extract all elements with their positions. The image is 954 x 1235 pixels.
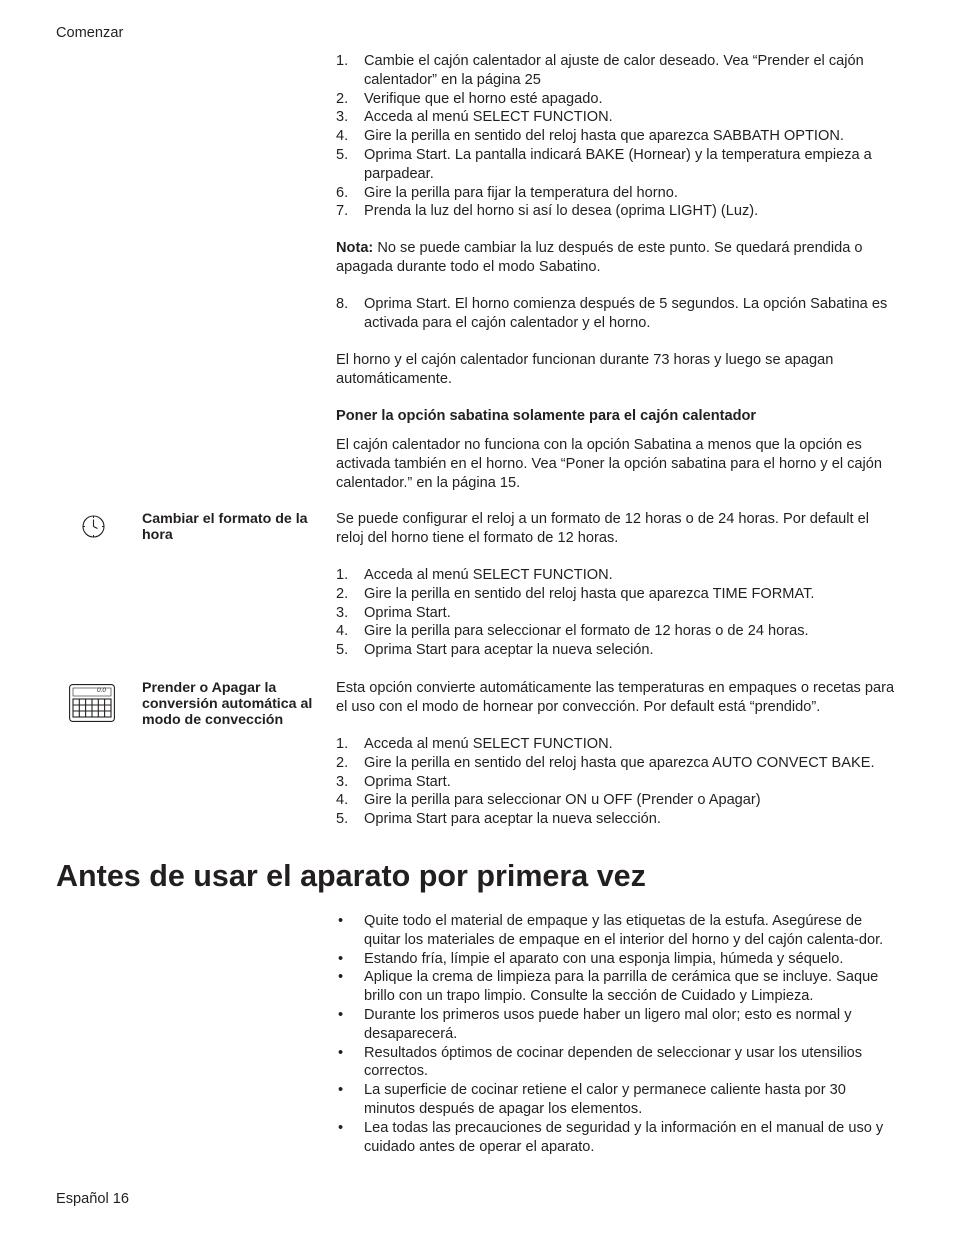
step-number: 4.: [336, 128, 349, 145]
bullet: •: [338, 913, 344, 929]
list-item: [336, 1081, 896, 1119]
list-item: [336, 604, 896, 623]
step-number: 2.: [336, 90, 349, 107]
step-text: Acceda al menú SELECT FUNCTION.: [364, 109, 613, 126]
sabbath-step-8: [336, 295, 896, 333]
time-format-steps-list: [336, 566, 896, 660]
bullet-text: Resultados óptimos de cocinar dependen de seleccionar y usar los utensilios correctos.: [364, 1044, 863, 1080]
list-item: [336, 735, 896, 754]
list-item: [336, 791, 896, 810]
warming-only-heading: Poner la opción sabatina solamente para el cajón calentador: [336, 408, 757, 424]
step-text: Oprima Start.: [364, 773, 451, 790]
step-text: Gire la perilla para fijar la temperatura del horno.: [364, 184, 678, 201]
sabbath-steps-list: [336, 52, 896, 221]
list-item: [336, 622, 896, 641]
auto-convect-intro: Esta opción convierte automáticamente las temperaturas en empaques o recetas para el uso con el modo de hornear por convección. Por default está “prendido”.: [336, 680, 895, 715]
step-number: 7.: [336, 203, 349, 220]
list-item: [336, 202, 896, 221]
bullet-text: La superficie de cocinar retiene el calor y permanece caliente hasta por 30 minutos después de apagar los elementos.: [364, 1082, 846, 1117]
list-item: [336, 585, 896, 604]
list-item: [336, 1044, 896, 1082]
list-item: [336, 127, 896, 146]
step-number: 1.: [336, 736, 349, 752]
bullet-text: Aplique la crema de limpieza para la parrilla de cerámica que se incluye. Saque brillo con un trapo limpio. Consulte la sección de Cuidado y Limpieza.: [364, 969, 879, 1005]
time-format-intro: Se puede configurar el reloj a un formato de 12 horas o de 24 horas. Por default el reloj del horno tiene el formato de 12 horas.: [336, 511, 870, 546]
list-item: [336, 950, 896, 969]
step-text: Acceda al menú SELECT FUNCTION.: [364, 736, 613, 752]
clock-icon: [81, 514, 106, 545]
bullet-text: Lea todas las precauciones de seguridad y la información en el manual de uso y cuidado antes de operar el aparato.: [364, 1119, 884, 1155]
page-footer: Español 16: [56, 1191, 130, 1207]
list-item: [336, 968, 896, 1006]
section-heading: Antes de usar el aparato por primera vez: [56, 859, 646, 893]
step-text: Verifique que el horno esté apagado.: [364, 90, 603, 107]
list-item: [336, 566, 896, 585]
list-item: [336, 295, 896, 333]
note-text: No se puede cambiar la luz después de este punto. Se quedará prendida o apagada durante todo el modo Sabatino.: [336, 240, 863, 275]
step-number: 3.: [336, 604, 349, 621]
list-item: [336, 108, 896, 127]
list-item: [336, 912, 896, 950]
step-text: Oprima Start. El horno comienza después de 5 segundos. La opción Sabatina es activada para el cajón calentador y el horno.: [364, 296, 888, 331]
step-number: 6.: [336, 184, 349, 201]
step-number: 1.: [336, 53, 349, 69]
step-number: 3.: [336, 773, 349, 790]
step-text: Gire la perilla para seleccionar el formato de 12 horas o de 24 horas.: [364, 623, 809, 640]
step-number: 1.: [336, 567, 349, 583]
step-text: Oprima Start para aceptar la nueva selección.: [364, 811, 661, 828]
sabbath-duration-paragraph: El horno y el cajón calentador funcionan durante 73 horas y luego se apagan automáticamente.: [336, 352, 834, 387]
list-item: [336, 1119, 896, 1157]
list-item: [336, 1006, 896, 1044]
step-text: Acceda al menú SELECT FUNCTION.: [364, 567, 613, 583]
step-number: 4.: [336, 792, 349, 809]
step-text: Gire la perilla en sentido del reloj hasta que aparezca TIME FORMAT.: [364, 585, 815, 602]
step-text: Oprima Start. La pantalla indicará BAKE (Hornear) y la temperatura empieza a parpadear.: [364, 146, 872, 182]
step-text: Oprima Start.: [364, 604, 451, 621]
bullet: •: [338, 969, 344, 986]
step-text: Gire la perilla en sentido del reloj hasta que aparezca AUTO CONVECT BAKE.: [364, 754, 875, 771]
list-item: [336, 810, 896, 829]
bullet: •: [338, 1006, 344, 1023]
list-item: [336, 90, 896, 109]
list-item: [336, 754, 896, 773]
step-number: 2.: [336, 585, 349, 602]
bullet: •: [338, 1119, 344, 1136]
bullet-text: Durante los primeros usos puede haber un ligero mal olor; esto es normal y desaparecerá.: [364, 1006, 852, 1042]
note-label: Nota:: [336, 240, 374, 256]
time-format-label: Cambiar el formato de la hora: [142, 511, 308, 543]
step-number: 2.: [336, 754, 349, 771]
step-text: Gire la perilla en sentido del reloj hasta que aparezca SABBATH OPTION.: [364, 128, 844, 145]
bullet: •: [338, 1082, 344, 1099]
step-text: Oprima Start para aceptar la nueva seleción.: [364, 642, 654, 659]
bullet: •: [338, 1044, 344, 1061]
step-text: Gire la perilla para seleccionar ON u OFF (Prender o Apagar): [364, 792, 761, 809]
auto-convect-steps-list: [336, 735, 896, 829]
step-text: Prenda la luz del horno si así lo desea (oprima LIGHT) (Luz).: [364, 203, 759, 220]
warming-only-paragraph: El cajón calentador no funciona con la opción Sabatina a menos que la opción es activada también en el horno. Vea “Poner la opción sabatina para el horno y el cajón calentador.” en la página 15.: [336, 437, 883, 491]
running-header: Comenzar: [56, 25, 124, 41]
bullet-text: Quite todo el material de empaque y las etiquetas de la estufa. Asegúrese de quitar los materiales de empaque en el interior del horno y del cajón calenta-dor.: [364, 913, 884, 948]
note-paragraph: [336, 239, 896, 277]
auto-convect-label: Prender o Apagar la conversión automática al modo de convección: [142, 680, 313, 728]
step-number: 8.: [336, 296, 349, 312]
step-number: 5.: [336, 146, 349, 163]
display-readout: 0.0: [97, 687, 107, 694]
bullet-text: Estando fría, límpie el aparato con una esponja limpia, húmeda y séquelo.: [364, 950, 844, 967]
bullet: •: [338, 950, 344, 967]
step-text: Cambie el cajón calentador al ajuste de calor deseado. Vea “Prender el cajón calentador” en la página 25: [364, 53, 864, 88]
step-number: 5.: [336, 811, 349, 828]
list-item: [336, 52, 896, 90]
convection-keypad-icon: [69, 684, 115, 728]
first-use-bullet-list: [336, 912, 896, 1156]
list-item: [336, 184, 896, 203]
step-number: 4.: [336, 623, 349, 640]
step-number: 5.: [336, 642, 349, 659]
list-item: [336, 146, 896, 184]
step-number: 3.: [336, 109, 349, 126]
list-item: [336, 773, 896, 792]
list-item: [336, 641, 896, 660]
